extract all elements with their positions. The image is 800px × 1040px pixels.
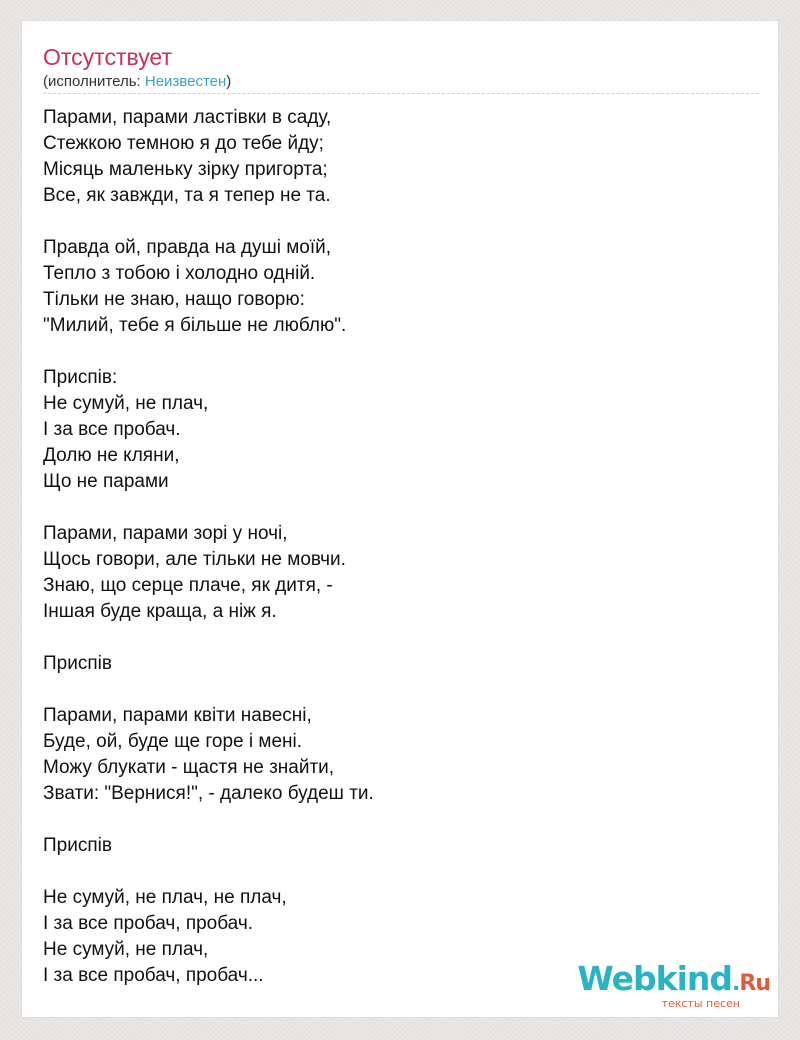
artist-line	[43, 73, 231, 91]
lyric-line: Приспів:	[43, 367, 118, 388]
stanza-gap	[43, 859, 759, 885]
lyric-line: Приспів	[43, 653, 112, 674]
lyric-line: Не сумуй, не плач,	[43, 939, 209, 960]
stanza-gap	[43, 495, 759, 521]
stanza-gap	[43, 625, 759, 651]
lyric-line: Парами, парами квіти навесні,	[43, 705, 312, 726]
title-divider	[43, 93, 759, 94]
logo-wordmark	[570, 961, 770, 1002]
stanza-gap	[43, 209, 759, 235]
lyric-line: Долю не кляни,	[43, 445, 180, 466]
lyric-line: Стежкою темною я до тебе йду;	[43, 133, 324, 154]
lyric-line: Знаю, що серце плаче, як дитя, -	[43, 575, 333, 596]
lyric-line: Приспів	[43, 835, 112, 856]
lyrics-text	[43, 105, 759, 989]
logo-brand: Webkind	[577, 959, 733, 998]
lyric-line: Що не парами	[43, 471, 169, 492]
stanza-gap	[43, 807, 759, 833]
logo-dot: .	[732, 971, 740, 996]
lyric-line: Правда ой, правда на душі моїй,	[43, 237, 332, 258]
lyric-line: Місяць маленьку зірку пригорта;	[43, 159, 328, 180]
lyric-line: І за все пробач, пробач...	[43, 965, 264, 986]
stanza-gap	[43, 677, 759, 703]
artist-suffix: )	[226, 73, 232, 90]
lyric-line: Парами, парами ластівки в саду,	[43, 107, 332, 128]
lyric-line: Не сумуй, не плач, не плач,	[43, 887, 287, 908]
lyric-line: Тільки не знаю, нащо говорю:	[43, 289, 305, 310]
lyric-line: "Милий, тебе я більше не люблю".	[43, 315, 347, 336]
song-title: Отсутствует	[43, 44, 172, 70]
lyric-line: Все, як завжди, та я тепер не та.	[43, 185, 331, 206]
site-logo[interactable]	[570, 961, 770, 1009]
lyric-line: Іншая буде краща, а ніж я.	[43, 601, 277, 622]
lyric-line: І за все пробач, пробач.	[43, 913, 254, 934]
lyric-line: Можу блукати - щастя не знайти,	[43, 757, 335, 778]
lyrics-card	[21, 20, 779, 1018]
lyric-line: Щось говори, але тільки не мовчи.	[43, 549, 346, 570]
lyric-line: І за все пробач.	[43, 419, 181, 440]
logo-tld: Ru	[739, 971, 770, 996]
lyric-line: Не сумуй, не плач,	[43, 393, 209, 414]
lyric-line: Буде, ой, буде ще горе і мені.	[43, 731, 303, 752]
logo-tagline: тексты песен	[661, 997, 740, 1010]
stanza-gap	[43, 339, 759, 365]
artist-link[interactable]: Неизвестен	[144, 73, 227, 90]
artist-prefix: (исполнитель:	[43, 73, 145, 90]
lyric-line: Тепло з тобою і холодно одній.	[43, 263, 316, 284]
lyric-line: Звати: "Вернися!", - далеко будеш ти.	[43, 783, 374, 804]
lyric-line: Парами, парами зорі у ночі,	[43, 523, 288, 544]
